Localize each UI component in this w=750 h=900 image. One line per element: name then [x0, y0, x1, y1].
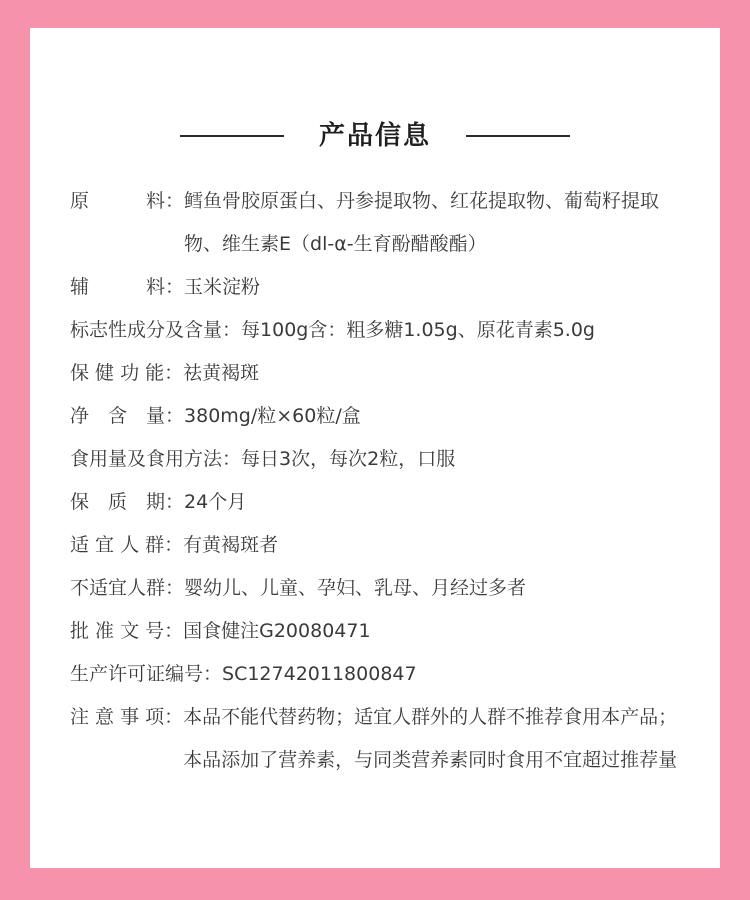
section-title: 产品信息: [318, 121, 431, 151]
info-label: 食用量及食用方法：: [70, 448, 242, 470]
info-value: 380mg/粒×60粒/盒: [184, 405, 361, 427]
info-value: 国食健注G20080471: [183, 620, 371, 642]
info-value: 每日3次，每次2粒，口服: [241, 448, 456, 470]
info-label: 原 料：: [70, 190, 185, 212]
info-row-net-content: [70, 395, 690, 438]
info-value: 24个月: [184, 491, 247, 513]
info-label: 注 意 事 项：: [70, 706, 184, 728]
info-label: 净 含 量：: [70, 405, 185, 427]
info-value: 玉米淀粉: [184, 276, 261, 298]
info-row-ingredients: [70, 180, 690, 266]
info-label: 保 健 功 能：: [70, 362, 184, 384]
info-row-shelf-life: [70, 481, 690, 524]
info-row-dosage: [70, 438, 690, 481]
info-row-suitable-for: [70, 524, 690, 567]
info-label: 适 宜 人 群：: [70, 534, 184, 556]
info-value: 祛黄褐斑: [183, 362, 260, 384]
info-row-approval-number: [70, 610, 690, 653]
info-label: 生产许可证编号：: [70, 663, 223, 685]
info-value: 鳕鱼骨胶原蛋白、丹参提取物、红花提取物、葡萄籽提取物、维生素E（dl-α-生育酚醋酸酯）: [184, 190, 660, 255]
info-row-not-suitable-for: [70, 567, 690, 610]
product-info-card: [30, 28, 720, 868]
info-row-excipients: [70, 266, 690, 309]
title-divider-right: [466, 135, 570, 137]
info-row-precautions: [70, 696, 690, 782]
info-label: 保 质 期：: [70, 491, 185, 513]
section-header: [30, 116, 720, 156]
info-row-license-number: [70, 653, 690, 696]
info-label: 批 准 文 号：: [70, 620, 184, 642]
info-value: 本品不能代替药物；适宜人群外的人群不推荐食用本产品；本品添加了营养素，与同类营养素同时食用不宜超过推荐量: [183, 706, 678, 771]
info-value: 婴幼儿、儿童、孕妇、乳母、月经过多者: [184, 577, 527, 599]
info-label: 不适宜人群：: [70, 577, 185, 599]
info-label: 辅 料：: [70, 276, 185, 298]
info-row-marker-ingredients: [70, 309, 690, 352]
info-value: SC12742011800847: [222, 663, 417, 685]
info-value: 每100g含：粗多糖1.05g、原花青素5.0g: [241, 319, 595, 341]
info-row-health-function: [70, 352, 690, 395]
info-value: 有黄褐斑者: [183, 534, 279, 556]
info-label: 标志性成分及含量：: [70, 319, 242, 341]
